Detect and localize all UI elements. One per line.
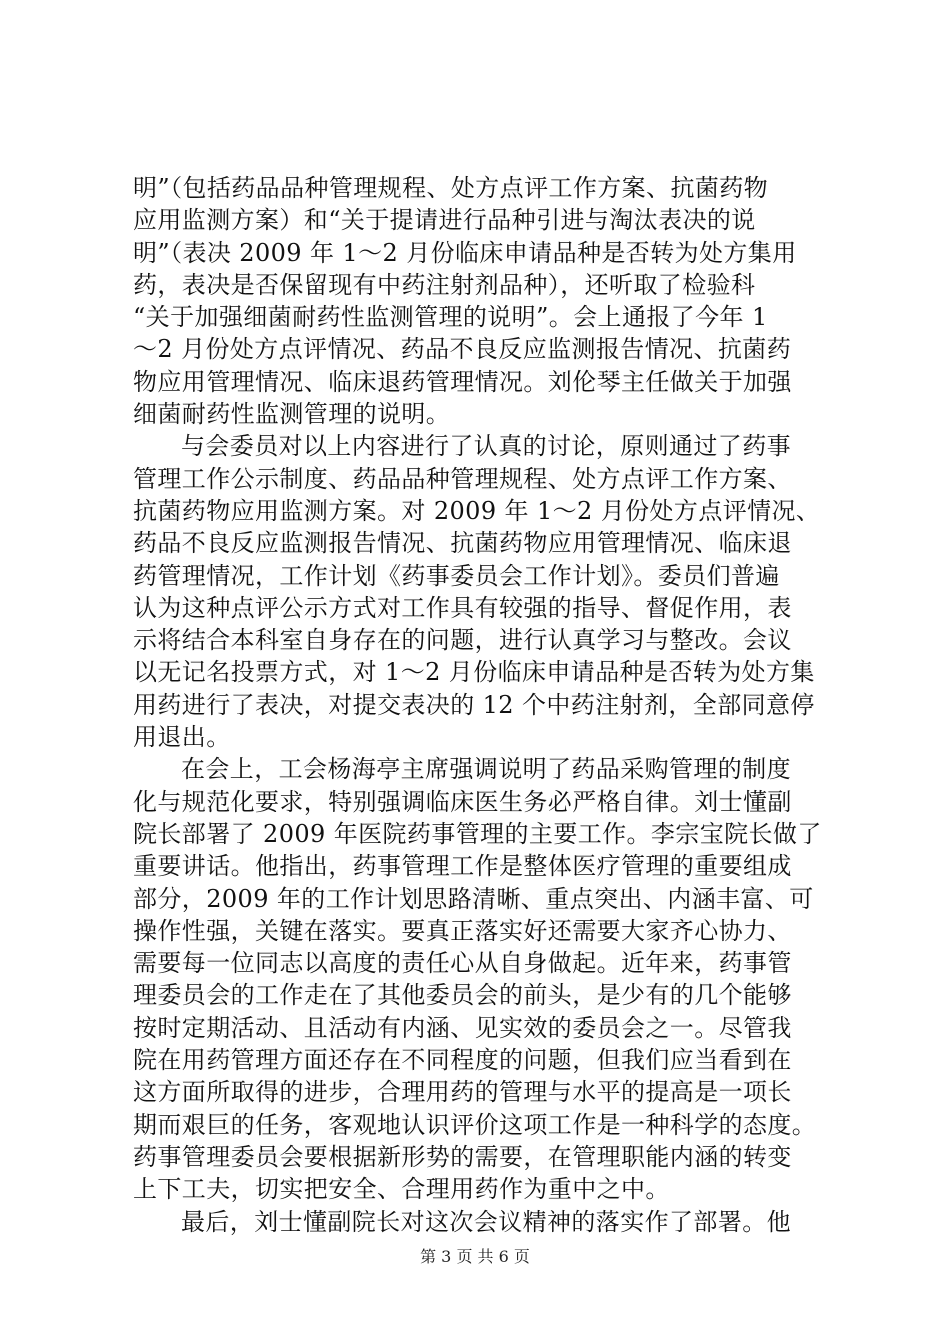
- text-line: “关于加强细菌耐药性监测管理的说明”。会上通报了今年 1: [133, 303, 768, 332]
- text-line: ～2 月份处方点评情况、药品不良反应监测报告情况、抗菌药: [133, 335, 792, 364]
- text-line: 与会委员对以上内容进行了认真的讨论，原则通过了药事: [181, 432, 791, 461]
- text-line: 在会上，工会杨海亭主席强调说明了药品采购管理的制度: [181, 755, 791, 784]
- text-line: 部分，2009 年的工作计划思路清晰、重点突出、内涵丰富、可: [133, 884, 814, 913]
- text-line: 药品不良反应监测报告情况、抗菌药物应用管理情况、临床退: [133, 529, 792, 558]
- text-line: 细菌耐药性监测管理的说明。: [133, 400, 451, 429]
- text-line: 化与规范化要求，特别强调临床医生务必严格自律。刘士懂副: [133, 787, 792, 816]
- text-line: 用退出。: [133, 723, 231, 752]
- text-line: 药事管理委员会要根据新形势的需要，在管理职能内涵的转变: [133, 1142, 792, 1171]
- text-line: 院在用药管理方面还存在不同程度的问题，但我们应当看到在: [133, 1046, 792, 1075]
- text-line: 抗菌药物应用监测方案。对 2009 年 1～2 月份处方点评情况、: [133, 496, 821, 525]
- document-body: [133, 172, 833, 1238]
- text-line: 上下工夫，切实把安全、合理用药作为重中之中。: [133, 1175, 670, 1204]
- text-line: 需要每一位同志以高度的责任心从自身做起。近年来，药事管: [133, 949, 792, 978]
- text-line: 示将结合本科室自身存在的问题，进行认真学习与整改。会议: [133, 626, 792, 655]
- text-line: 物应用管理情况、临床退药管理情况。刘伦琴主任做关于加强: [133, 367, 792, 396]
- text-line: 理委员会的工作走在了其他委员会的前头，是少有的几个能够: [133, 981, 792, 1010]
- text-line: 药，表决是否保留现有中药注射剂品种），还听取了检验科: [133, 270, 756, 299]
- text-line: 期而艰巨的任务，客观地认识评价这项工作是一种科学的态度。: [133, 1110, 817, 1139]
- text-line: 按时定期活动、且活动有内涵、见实效的委员会之一。尽管我: [133, 1013, 792, 1042]
- text-line: 操作性强，关键在落实。要真正落实好还需要大家齐心协力、: [133, 916, 792, 945]
- text-line: 以无记名投票方式，对 1～2 月份临床申请品种是否转为处方集: [133, 658, 815, 687]
- text-line: 院长部署了 2009 年医院药事管理的主要工作。李宗宝院长做了: [133, 819, 822, 848]
- text-line: 用药进行了表决，对提交表决的 12 个中药注射剂，全部同意停: [133, 690, 815, 719]
- text-line: 应用监测方案）和“关于提请进行品种引进与淘汰表决的说: [133, 206, 756, 235]
- text-line: 明”（表决 2009 年 1～2 月份临床申请品种是否转为处方集用: [133, 238, 797, 267]
- page-footer: 第 3 页 共 6 页: [420, 1247, 530, 1266]
- text-line: 管理工作公示制度、药品品种管理规程、处方点评工作方案、: [133, 464, 792, 493]
- text-line: 明”（包括药品品种管理规程、处方点评工作方案、抗菌药物: [133, 174, 769, 202]
- text-line: 这方面所取得的进步，合理用药的管理与水平的提高是一项长: [133, 1078, 792, 1107]
- text-line: 重要讲话。他指出，药事管理工作是整体医疗管理的重要组成: [133, 852, 792, 881]
- text-line: 认为这种点评公示方式对工作具有较强的指导、督促作用，表: [133, 593, 792, 622]
- text-line: 药管理情况，工作计划《药事委员会工作计划》。委员们普遍: [133, 561, 780, 590]
- text-line: 最后，刘士懂副院长对这次会议精神的落实作了部署。他: [181, 1207, 791, 1236]
